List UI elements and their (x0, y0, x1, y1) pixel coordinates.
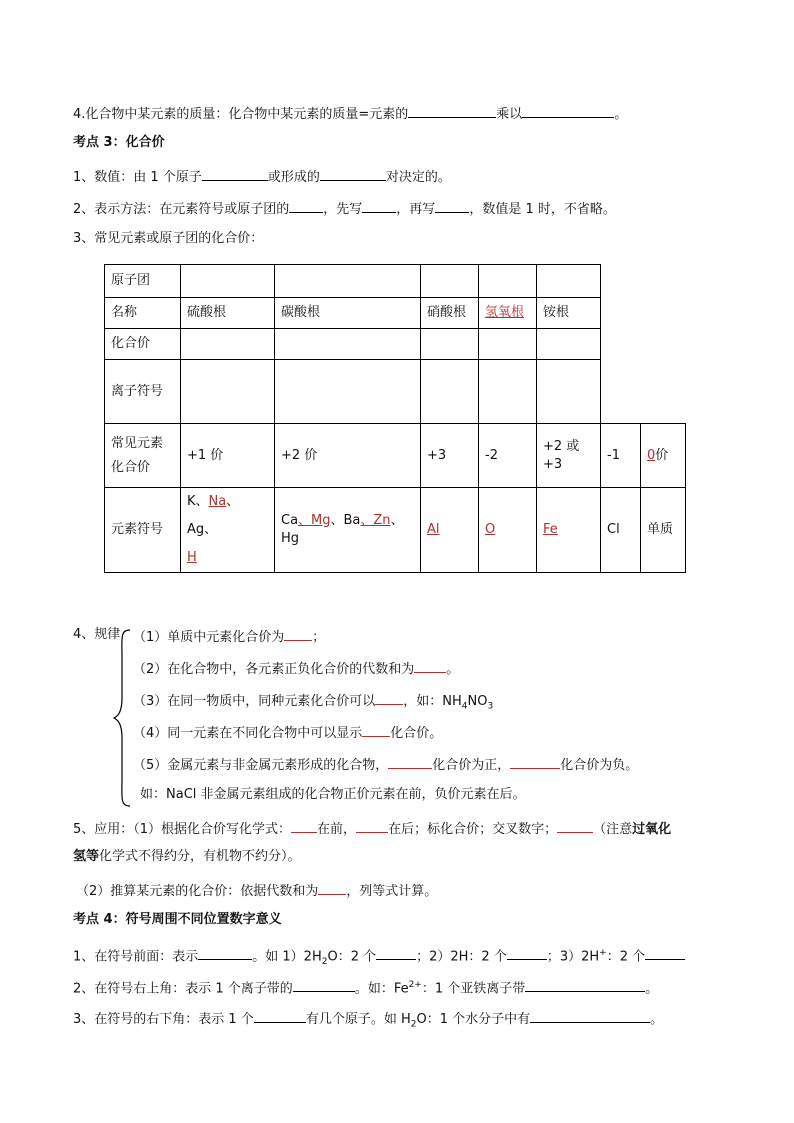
brace-icon (112, 628, 134, 808)
text: ；3）2H (546, 949, 600, 965)
rule-2 (133, 658, 459, 679)
cell: 碳酸根 (275, 298, 421, 329)
text: ：2 个 (606, 949, 646, 965)
cell[interactable] (421, 360, 479, 424)
cell (181, 488, 275, 573)
cell[interactable] (537, 265, 601, 298)
text: 过氧化 (632, 822, 672, 837)
blank[interactable] (645, 945, 685, 960)
cell[interactable] (275, 329, 421, 360)
cell-head: 名称 (105, 298, 181, 329)
cell: +3 (421, 424, 479, 488)
blank[interactable] (202, 166, 268, 181)
rule-3 (133, 690, 493, 716)
cell: +2 价 (275, 424, 421, 488)
zero-valence: 0 (647, 447, 656, 463)
text: O：1 个水分子中有 (416, 1012, 531, 1027)
subscript: 2 (410, 1019, 417, 1030)
cell: 单质 (641, 488, 686, 573)
subscript: 4 (461, 701, 468, 712)
element-symbol: 、Zn (360, 513, 391, 528)
text: 。 (650, 1012, 664, 1027)
blank[interactable] (435, 198, 469, 213)
blank[interactable] (289, 198, 323, 213)
blank[interactable] (510, 754, 560, 769)
text: 1、在符号前面：表示 (73, 949, 199, 965)
rule-example: 如：NaCl 非金属元素组成的化合物正价元素在前，负价元素在后。 (140, 787, 526, 802)
text: Ca (281, 513, 299, 528)
cell[interactable] (181, 265, 275, 298)
text: 、Ag、 (187, 494, 240, 537)
blank[interactable] (375, 690, 403, 705)
mass-mid: 乘以 (496, 107, 523, 122)
text: 、Hg (281, 513, 404, 546)
head-line: 常见元素 (111, 435, 164, 451)
text: 。如 1）2H (252, 949, 322, 965)
text: （注意 (593, 822, 633, 837)
text: O：2 个 (327, 949, 377, 965)
text: 在后；标化合价；交叉数字； (388, 822, 558, 837)
rule-4 (133, 722, 442, 743)
symbol-upper-right-line (73, 976, 658, 998)
text: 有几个原子。如 H (305, 1012, 411, 1027)
text: 。 (446, 662, 460, 677)
cell[interactable] (479, 329, 537, 360)
text: 化合价为正， (432, 758, 511, 773)
text: （2）推算某元素的化合价：依据代数和为 (76, 884, 319, 899)
element-symbol: 、Mg (298, 513, 331, 528)
section-title-k4: 考点 4：符号周围不同位置数字意义 (73, 912, 282, 927)
blank[interactable] (408, 103, 496, 118)
text: 。如：Fe (354, 981, 409, 997)
valence-table (104, 264, 686, 573)
blank[interactable] (318, 880, 346, 895)
application-line-3 (76, 880, 437, 901)
cell (421, 488, 479, 573)
text: （2）在化合物中，各元素正负化合价的代数和为 (133, 662, 415, 677)
blank[interactable] (320, 166, 386, 181)
cell (479, 488, 537, 573)
element-symbol: Al (427, 522, 440, 537)
blank[interactable] (507, 945, 547, 960)
text: 5、应用：（1）根据化合价写化学式： (73, 822, 292, 837)
rules-title: 4、规律 (73, 627, 121, 642)
cell[interactable] (421, 329, 479, 360)
cell-head: 原子团 (105, 265, 181, 298)
subscript: 3 (487, 701, 494, 712)
text: NO (467, 694, 488, 709)
text: ，再写 (396, 202, 436, 217)
cell: +1 价 (181, 424, 275, 488)
cell[interactable] (181, 360, 275, 424)
head-line: 化合价 (111, 459, 151, 475)
cell (537, 488, 601, 573)
cell (275, 488, 421, 573)
text: ，先写 (323, 202, 363, 217)
element-symbol: Na (208, 494, 227, 509)
text: 、Ba (330, 513, 361, 528)
blank[interactable] (362, 198, 396, 213)
blank[interactable] (198, 945, 252, 960)
cell[interactable] (275, 360, 421, 424)
symbol-front-line (73, 944, 685, 971)
text: ，如：NH (403, 694, 462, 709)
blank[interactable] (376, 945, 416, 960)
text: 3、在符号的右下角：表示 1 个 (73, 1012, 254, 1027)
blank[interactable] (525, 977, 645, 992)
blank[interactable] (356, 818, 388, 833)
text: （5）金属元素与非金属元素形成的化合物， (133, 758, 389, 773)
text: ；2）2H：2 个 (416, 949, 507, 965)
cell[interactable] (479, 265, 537, 298)
cell-head: 化合价 (105, 329, 181, 360)
text: 2、表示方法：在元素符号或原子团的 (73, 202, 290, 217)
blank[interactable] (530, 1008, 650, 1023)
rule-1 (133, 626, 325, 647)
blank[interactable] (522, 103, 614, 118)
text: ：1 个亚铁离子带 (421, 981, 526, 997)
cell: Cl (601, 488, 641, 573)
text: （1）单质中元素化合价为 (133, 630, 285, 645)
text: 化合价为负。 (560, 758, 639, 773)
cell[interactable] (181, 329, 275, 360)
application-line (73, 818, 671, 839)
element-symbol: H (187, 550, 197, 565)
text: ，列等式计算。 (346, 884, 438, 899)
text: 价 (655, 447, 669, 463)
cell: +2 或+3 (537, 424, 601, 488)
cell: 铵根 (537, 298, 601, 329)
mass-end: 。 (614, 107, 628, 122)
cell[interactable] (479, 360, 537, 424)
text: 。 (645, 981, 659, 997)
cell (479, 298, 537, 329)
blank[interactable] (414, 658, 446, 673)
element-symbol: O (485, 522, 496, 537)
cell (641, 424, 686, 488)
cell-head (105, 424, 181, 488)
text: （3）在同一物质中，同种元素化合价可以 (133, 694, 376, 709)
application-line-2 (73, 848, 301, 866)
text: 化学式不得约分，有机物不约分）。 (99, 849, 301, 864)
blank[interactable] (557, 818, 593, 833)
text: 化合价。 (390, 726, 443, 741)
notation-line (73, 198, 616, 219)
cell: -1 (601, 424, 641, 488)
element-symbol: Fe (543, 522, 558, 537)
blank[interactable] (293, 977, 355, 992)
superscript: + (599, 948, 607, 958)
text: ，数值是 1 时，不省略。 (469, 202, 616, 217)
hydroxide-label: 氢氧根 (485, 305, 525, 320)
cell-head: 离子符号 (105, 360, 181, 424)
blank[interactable] (254, 1008, 306, 1023)
cell[interactable] (421, 265, 479, 298)
text: ； (312, 630, 326, 645)
blank[interactable] (362, 722, 390, 737)
cell[interactable] (537, 360, 601, 424)
text: 1、数值：由 1 个原子 (73, 170, 202, 185)
cell-head: 元素符号 (105, 488, 181, 573)
cell[interactable] (275, 265, 421, 298)
cell[interactable] (537, 329, 601, 360)
mass-line (73, 103, 627, 124)
text: K、 (187, 494, 209, 509)
text: 对决定的。 (385, 170, 451, 185)
cell: -2 (479, 424, 537, 488)
cell: 硝酸根 (421, 298, 479, 329)
text: 在前， (317, 822, 357, 837)
text: （4）同一元素在不同化合物中可以显示 (133, 726, 363, 741)
mass-text: 4.化合物中某元素的质量：化合物中某元素的质量=元素的 (73, 107, 409, 122)
symbol-lower-right-line (73, 1008, 663, 1034)
cell: 硫酸根 (181, 298, 275, 329)
valence-value-line (73, 166, 451, 187)
superscript: 2+ (408, 980, 422, 990)
text: 或形成的 (267, 170, 320, 185)
subscript: 2 (321, 956, 328, 967)
blank[interactable] (291, 818, 317, 833)
common-valence-line: 3、常见元素或原子团的化合价： (73, 231, 264, 246)
text: 氢等 (73, 849, 100, 864)
blank[interactable] (388, 754, 432, 769)
blank[interactable] (284, 626, 312, 641)
rule-5 (133, 754, 638, 775)
section-title-k3: 考点 3：化合价 (73, 135, 165, 150)
text: 2、在符号右上角：表示 1 个离子带的 (73, 981, 293, 997)
